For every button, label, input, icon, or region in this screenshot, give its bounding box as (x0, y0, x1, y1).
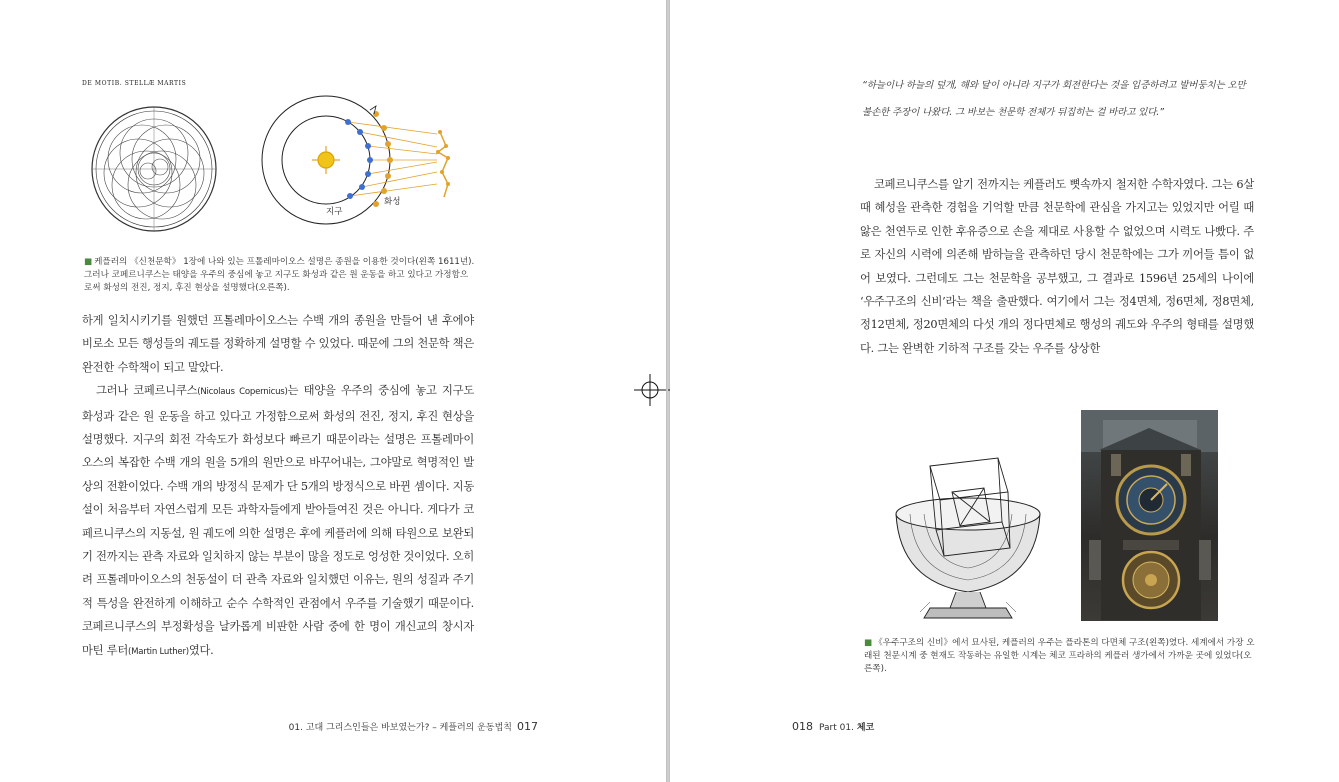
orbit-diagram (252, 92, 477, 227)
left-page (0, 0, 666, 782)
polyhedra-engraving (890, 452, 1045, 624)
right-page-number: 018 (792, 720, 813, 733)
left-running-head: 01. 고대 그리스인들은 바보였는가? – 케플러의 운동법칙 (288, 723, 512, 733)
left-figure-caption (84, 256, 476, 295)
right-body-text (860, 173, 1254, 360)
right-page (670, 0, 1339, 782)
left-body-text (82, 309, 474, 664)
right-running-head-part: Part 01. (819, 723, 854, 733)
luther-english-name: (Martin Luther) (128, 646, 189, 657)
left-paragraph-2: 그러나 코페르니쿠스(Nicolaus Copernicus)는 태양을 우주의 중심에 놓고 지구도 화성과 같은 원 운동을 하고 있다고 가정함으로써 화성의 전진, 정지, 후진 현상을 설명했다. 지구의 회전 각속도가 화성보다 빠르기 때문이라는 설명은 프톨레마이오스의 복잡한 수백 개의 원을 5개의 원만으로 바꾸어내는, 그야말로 혁명적인 발상의 전환이었다. 수백 개의 방정식 문제가 단 5개의 방정식으로 바뀐 셈이다. 지동설이 처음부터 자연스럽게 모든 과학자들에게 받아들여진 것은 아니다. 게다가 코페르니쿠스의 지동설, 원 궤도에 의한 설명은 후에 케플러에 의해 타원으로 보완되기 전까지는 관측 자료와 일치하지 않는 부분이 많을 정도로 엉성한 것이었다. 오히려 프톨레마이오스의 천동설이 더 관측 자료와 일치했던 이유는, 원의 성질과 주기적 특성을 완전하게 이해하고 순수 수학적인 관점에서 우주를 기술했기 때문이다. 코페르니쿠스의 부정확성을 날카롭게 비판한 사람 중에 한 명이 개신교의 창시자 마틴 루터(Martin Luther)였다. (82, 384, 474, 657)
left-paragraph-1: 하게 일치시키기를 원했던 프톨레마이오스는 수백 개의 종원을 만들어 낸 후에야 비로소 모든 행성들의 궤도를 정확하게 설명할 수 있었다. 때문에 그의 천문학 책은 완전한 수학책이 되고 말았다. (82, 314, 474, 374)
ptolemy-epicycle-figure (82, 80, 232, 240)
right-running-head-title: 체코 (856, 723, 875, 733)
left-page-number: 017 (517, 720, 538, 733)
copernican-orbit-figure (252, 92, 477, 227)
kepler-polyhedra-model-figure (890, 452, 1045, 624)
caption-marker-icon: ■ (864, 638, 873, 648)
right-caption-text: 《우주구조의 신비》에서 묘사된, 케플러의 우주는 플라톤의 다면체 구조(왼쪽)였다. 세계에서 가장 오래된 천문시계 중 현재도 작동하는 유일한 시계는 체코 프라하의 케플러 생가에서 가까운 곳에 있었다(오른쪽). (864, 638, 1255, 674)
copernicus-english-name: (Nicolaus Copernicus) (197, 387, 288, 398)
caption-marker-icon: ■ (84, 257, 93, 267)
prague-astronomical-clock-photo (1081, 410, 1218, 621)
label-mars: 화성 (384, 197, 401, 207)
luther-quote: “하늘이나 하늘의 덮개, 해와 달이 아니라 지구가 회전한다는 것을 입증하려고 발버둥치는 오만불손한 주장이 나왔다. 그 바보는 천문학 전체가 뒤집히는 걸 바라고 있다.” (862, 80, 1246, 118)
right-figure-caption (864, 637, 1256, 676)
epicycle-drawing (82, 87, 232, 237)
left-folio (289, 720, 538, 733)
left-caption-text: 케플러의 《신천문학》 1장에 나와 있는 프톨레마이오스 설명은 종원을 이용한 것이다(왼쪽 1611년). 그러나 코페르니쿠스는 태양을 우주의 중심에 놓고 지구도 화성과 같은 원 운동을 하고 있다고 가정함으로써 화성의 전진, 정지, 후진 현상을 설명했다(오른쪽). (84, 257, 475, 293)
right-folio (792, 720, 874, 733)
clock-drawing (1081, 410, 1218, 621)
right-paragraph: 코페르니쿠스를 알기 전까지는 케플러도 뼛속까지 철저한 수학자였다. 그는 6살 때 혜성을 관측한 경험을 기억할 만큼 천문학에 관심을 가지고는 있었지만 어릴 때 앓은 천연두로 인한 후유증으로 손을 제대로 사용할 수 없었으며 시력도 나빴다. 주로 자신의 시력에 의존해 밤하늘을 관측하던 당시 천문학에는 그가 끼어들 틈이 없어 보였다. 그런데도 그는 천문학을 공부했고, 그 결과로 1596년 25세의 나이에 ‘우주구조의 신비’라는 책을 출판했다. 여기에서 그는 정4면체, 정6면체, 정8면체, 정12면체, 정20면체의 다섯 개의 정다면체로 행성의 궤도와 우주의 형태를 설명했다. 그는 완벽한 기하적 구조를 갖는 우주를 상상한 (860, 178, 1254, 355)
figure-engraving-title: DE MOTIB. STELLÆ MARTIS (82, 80, 187, 87)
label-earth: 지구 (326, 207, 343, 217)
